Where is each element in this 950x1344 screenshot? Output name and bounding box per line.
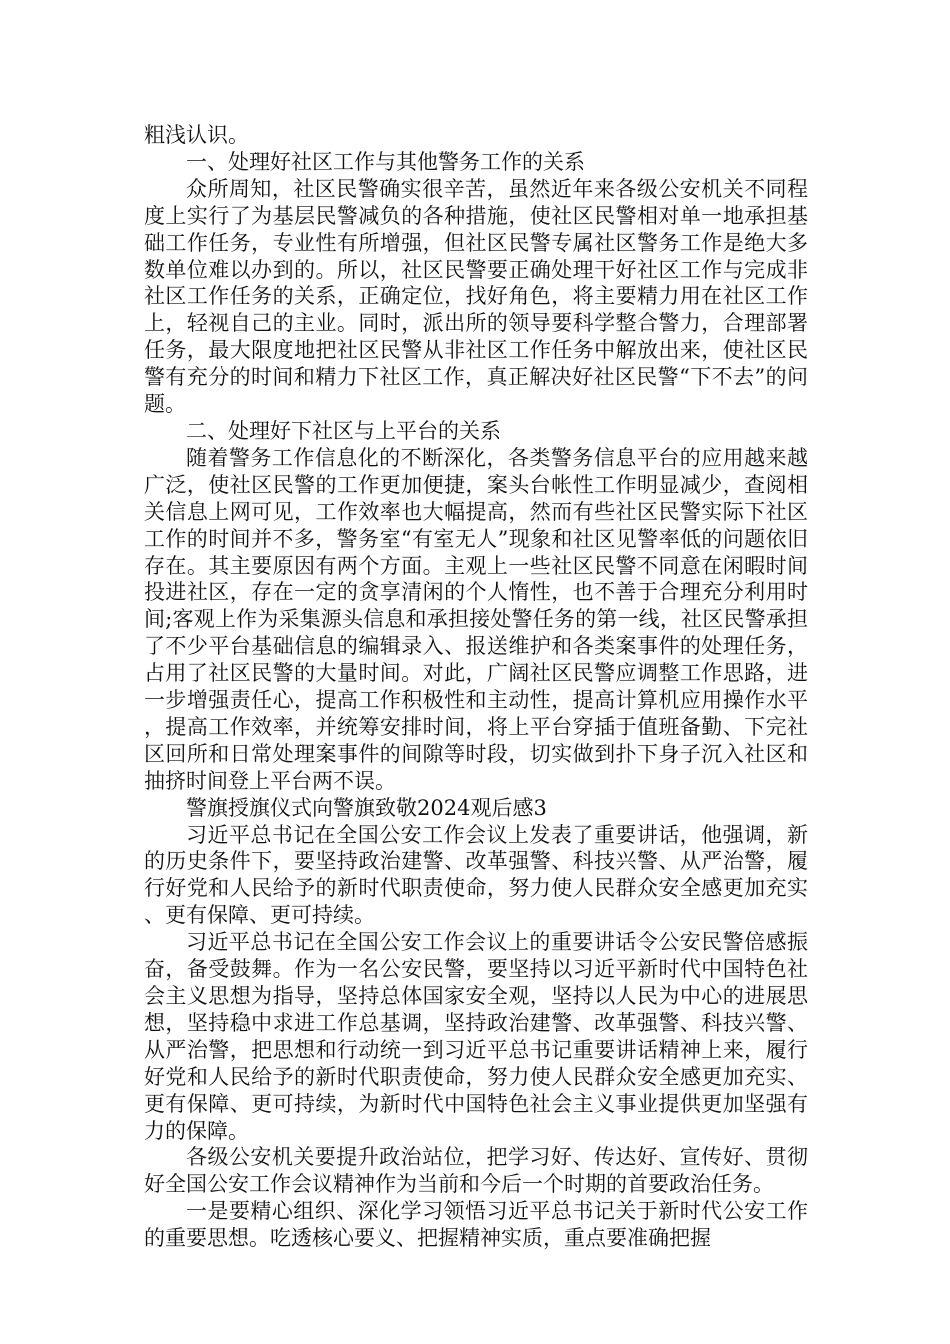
- section-heading-2: 二、处理好下社区与上平台的关系: [186, 418, 501, 443]
- paragraph: 各级公安机关要提升政治站位，把学习好、传达好、宣传好、贯彻好全国公安工作会议精神作为当前和今后一个时期的首要政治任务。: [144, 1145, 808, 1197]
- paragraph: 众所周知，社区民警确实很辛苦，虽然近年来各级公安机关不同程度上实行了为基层民警减负的各种措施，使社区民警相对单一地承担基础工作任务，专业性有所增强，但社区民警专属社区警务工作是绝大多数单位难以办到的。所以，社区民警要正确处理干好社区工作与完成非社区工作任务的关系，正确定位，找好角色，将主要精力用在社区工作上，轻视自己的主业。同时，派出所的领导要科学整合警力，合理部署任务，最大限度地把社区民警从非社区工作任务中解放出来，使社区民警有充分的时间和精力下社区工作，真正解决好社区民警“下不去”的问题。: [144, 176, 808, 417]
- paragraph-continuation: 粗浅认识。: [144, 123, 249, 147]
- section-heading-1: 一、处理好社区工作与其他警务工作的关系: [186, 149, 585, 174]
- document-page: [144, 122, 808, 1252]
- paragraph: 随着警务工作信息化的不断深化，各类警务信息平台的应用越来越广泛，使社区民警的工作更加便捷，案头台帐性工作明显减少，查阅相关信息上网可见，工作效率也大幅提高，然而有些社区民警实际下社区工作的时间并不多，警务室“有室无人”现象和社区见警率低的问题依旧存在。其主要原因有两个方面。主观上一些社区民警不同意在闲暇时间投进社区，存在一定的贪享清闲的个人惰性，也不善于合理充分利用时间;客观上作为采集源头信息和承担接处警任务的第一线，社区民警承担了不少平台基础信息的编辑录入、报送维护和各类案事件的处理任务，占用了社区民警的大量时间。对此，广阔社区民警应调整工作思路，进一步增强责任心，提高工作积极性和主动性，提高计算机应用操作水平，提高工作效率，并统筹安排时间，将上平台穿插于值班备勤、下完社区回所和日常处理案事件的间隙等时段，切实做到扑下身子沉入社区和抽挤时间登上平台两不误。: [144, 445, 808, 793]
- article-title: 警旗授旗仪式向警旗致敬2024观后感3: [186, 795, 547, 820]
- paragraph: 习近平总书记在全国公安工作会议上的重要讲话令公安民警倍感振奋，备受鼓舞。作为一名公安民警，要坚持以习近平新时代中国特色社会主义思想为指导，坚持总体国家安全观，坚持以人民为中心的进展思想，坚持稳中求进工作总基调，坚持政治建警、改革强警、科技兴警、从严治警，把思想和行动统一到习近平总书记重要讲话精神上来，履行好党和人民给予的新时代职责使命，努力使人民群众安全感更加充实、更有保障、更可持续，为新时代中国特色社会主义事业提供更加坚强有力的保障。: [144, 930, 808, 1143]
- paragraph: 一是要精心组织、深化学习领悟习近平总书记关于新时代公安工作的重要思想。吃透核心要义、把握精神实质，重点要准确把握: [144, 1199, 808, 1251]
- paragraph: 习近平总书记在全国公安工作会议上发表了重要讲话，他强调，新的历史条件下，要坚持政治建警、改革强警、科技兴警、从严治警，履行好党和人民给予的新时代职责使命，努力使人民群众安全感更加充实、更有保障、更可持续。: [144, 822, 808, 928]
